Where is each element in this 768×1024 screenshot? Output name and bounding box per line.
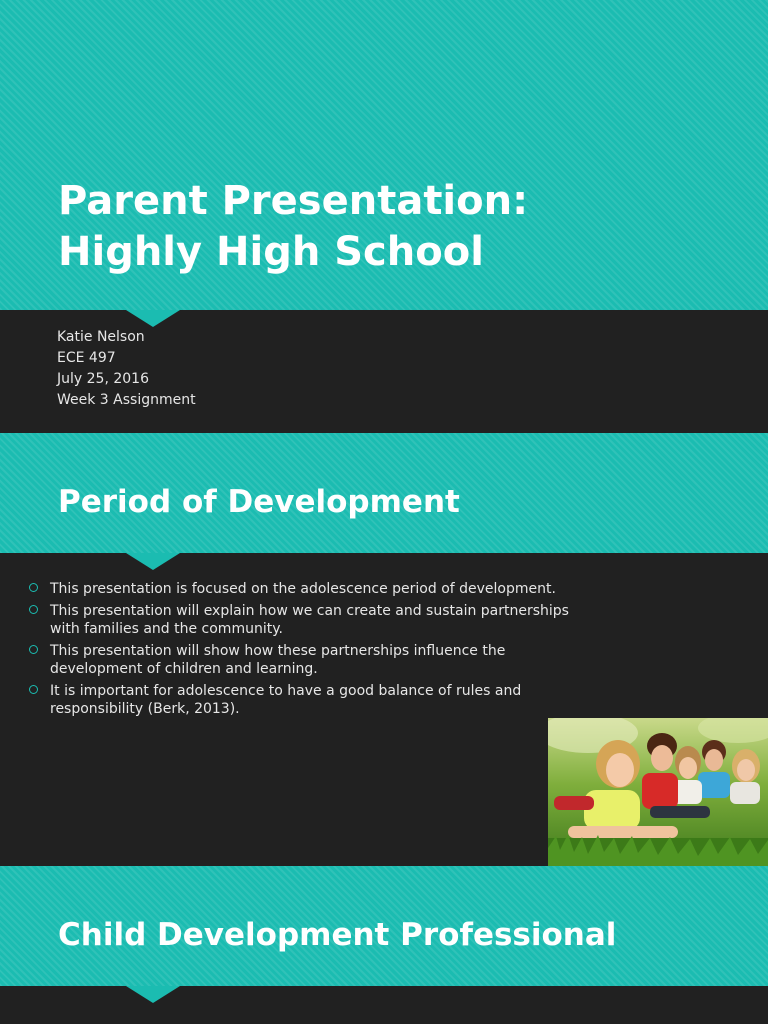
slide2-title: Period of Development: [58, 484, 460, 520]
circle-bullet-icon: [29, 605, 38, 614]
circle-bullet-icon: [29, 645, 38, 654]
list-item: [29, 602, 609, 638]
presentation-date: July 25, 2016: [57, 371, 149, 387]
slide1-title-line1: Parent Presentation:: [58, 178, 529, 224]
list-item: [29, 580, 609, 598]
slide2-notch: [126, 553, 180, 570]
teens-in-grass-photo: [548, 718, 768, 866]
bullet-text-line2: with families and the community.: [50, 621, 283, 637]
slide1-meta: [57, 327, 196, 411]
slide3-body: [0, 986, 768, 1024]
slide1-notch: [126, 310, 180, 327]
bullet-text-line1: This presentation will explain how we can create and sustain partnerships: [50, 603, 569, 619]
bullet-text-line2: responsibility (Berk, 2013).: [50, 701, 240, 717]
bullet-text-line1: It is important for adolescence to have a good balance of rules and: [50, 683, 522, 699]
slide2-bullet-list: [29, 580, 609, 722]
circle-bullet-icon: [29, 583, 38, 592]
list-item: [29, 682, 609, 718]
bullet-text-line1: This presentation is focused on the adolescence period of development.: [50, 581, 556, 597]
bullet-text-line1: This presentation will show how these partnerships influence the: [50, 643, 506, 659]
slide3-notch: [126, 986, 180, 1003]
slide1-title-line2: Highly High School: [58, 229, 484, 275]
bullet-text-line2: development of children and learning.: [50, 661, 318, 677]
author-name: Katie Nelson: [57, 329, 145, 345]
course-code: ECE 497: [57, 350, 116, 366]
assignment-label: Week 3 Assignment: [57, 392, 196, 408]
circle-bullet-icon: [29, 685, 38, 694]
list-item: [29, 642, 609, 678]
slide1-title: [58, 176, 528, 278]
slide3-title: Child Development Professional: [58, 917, 617, 953]
